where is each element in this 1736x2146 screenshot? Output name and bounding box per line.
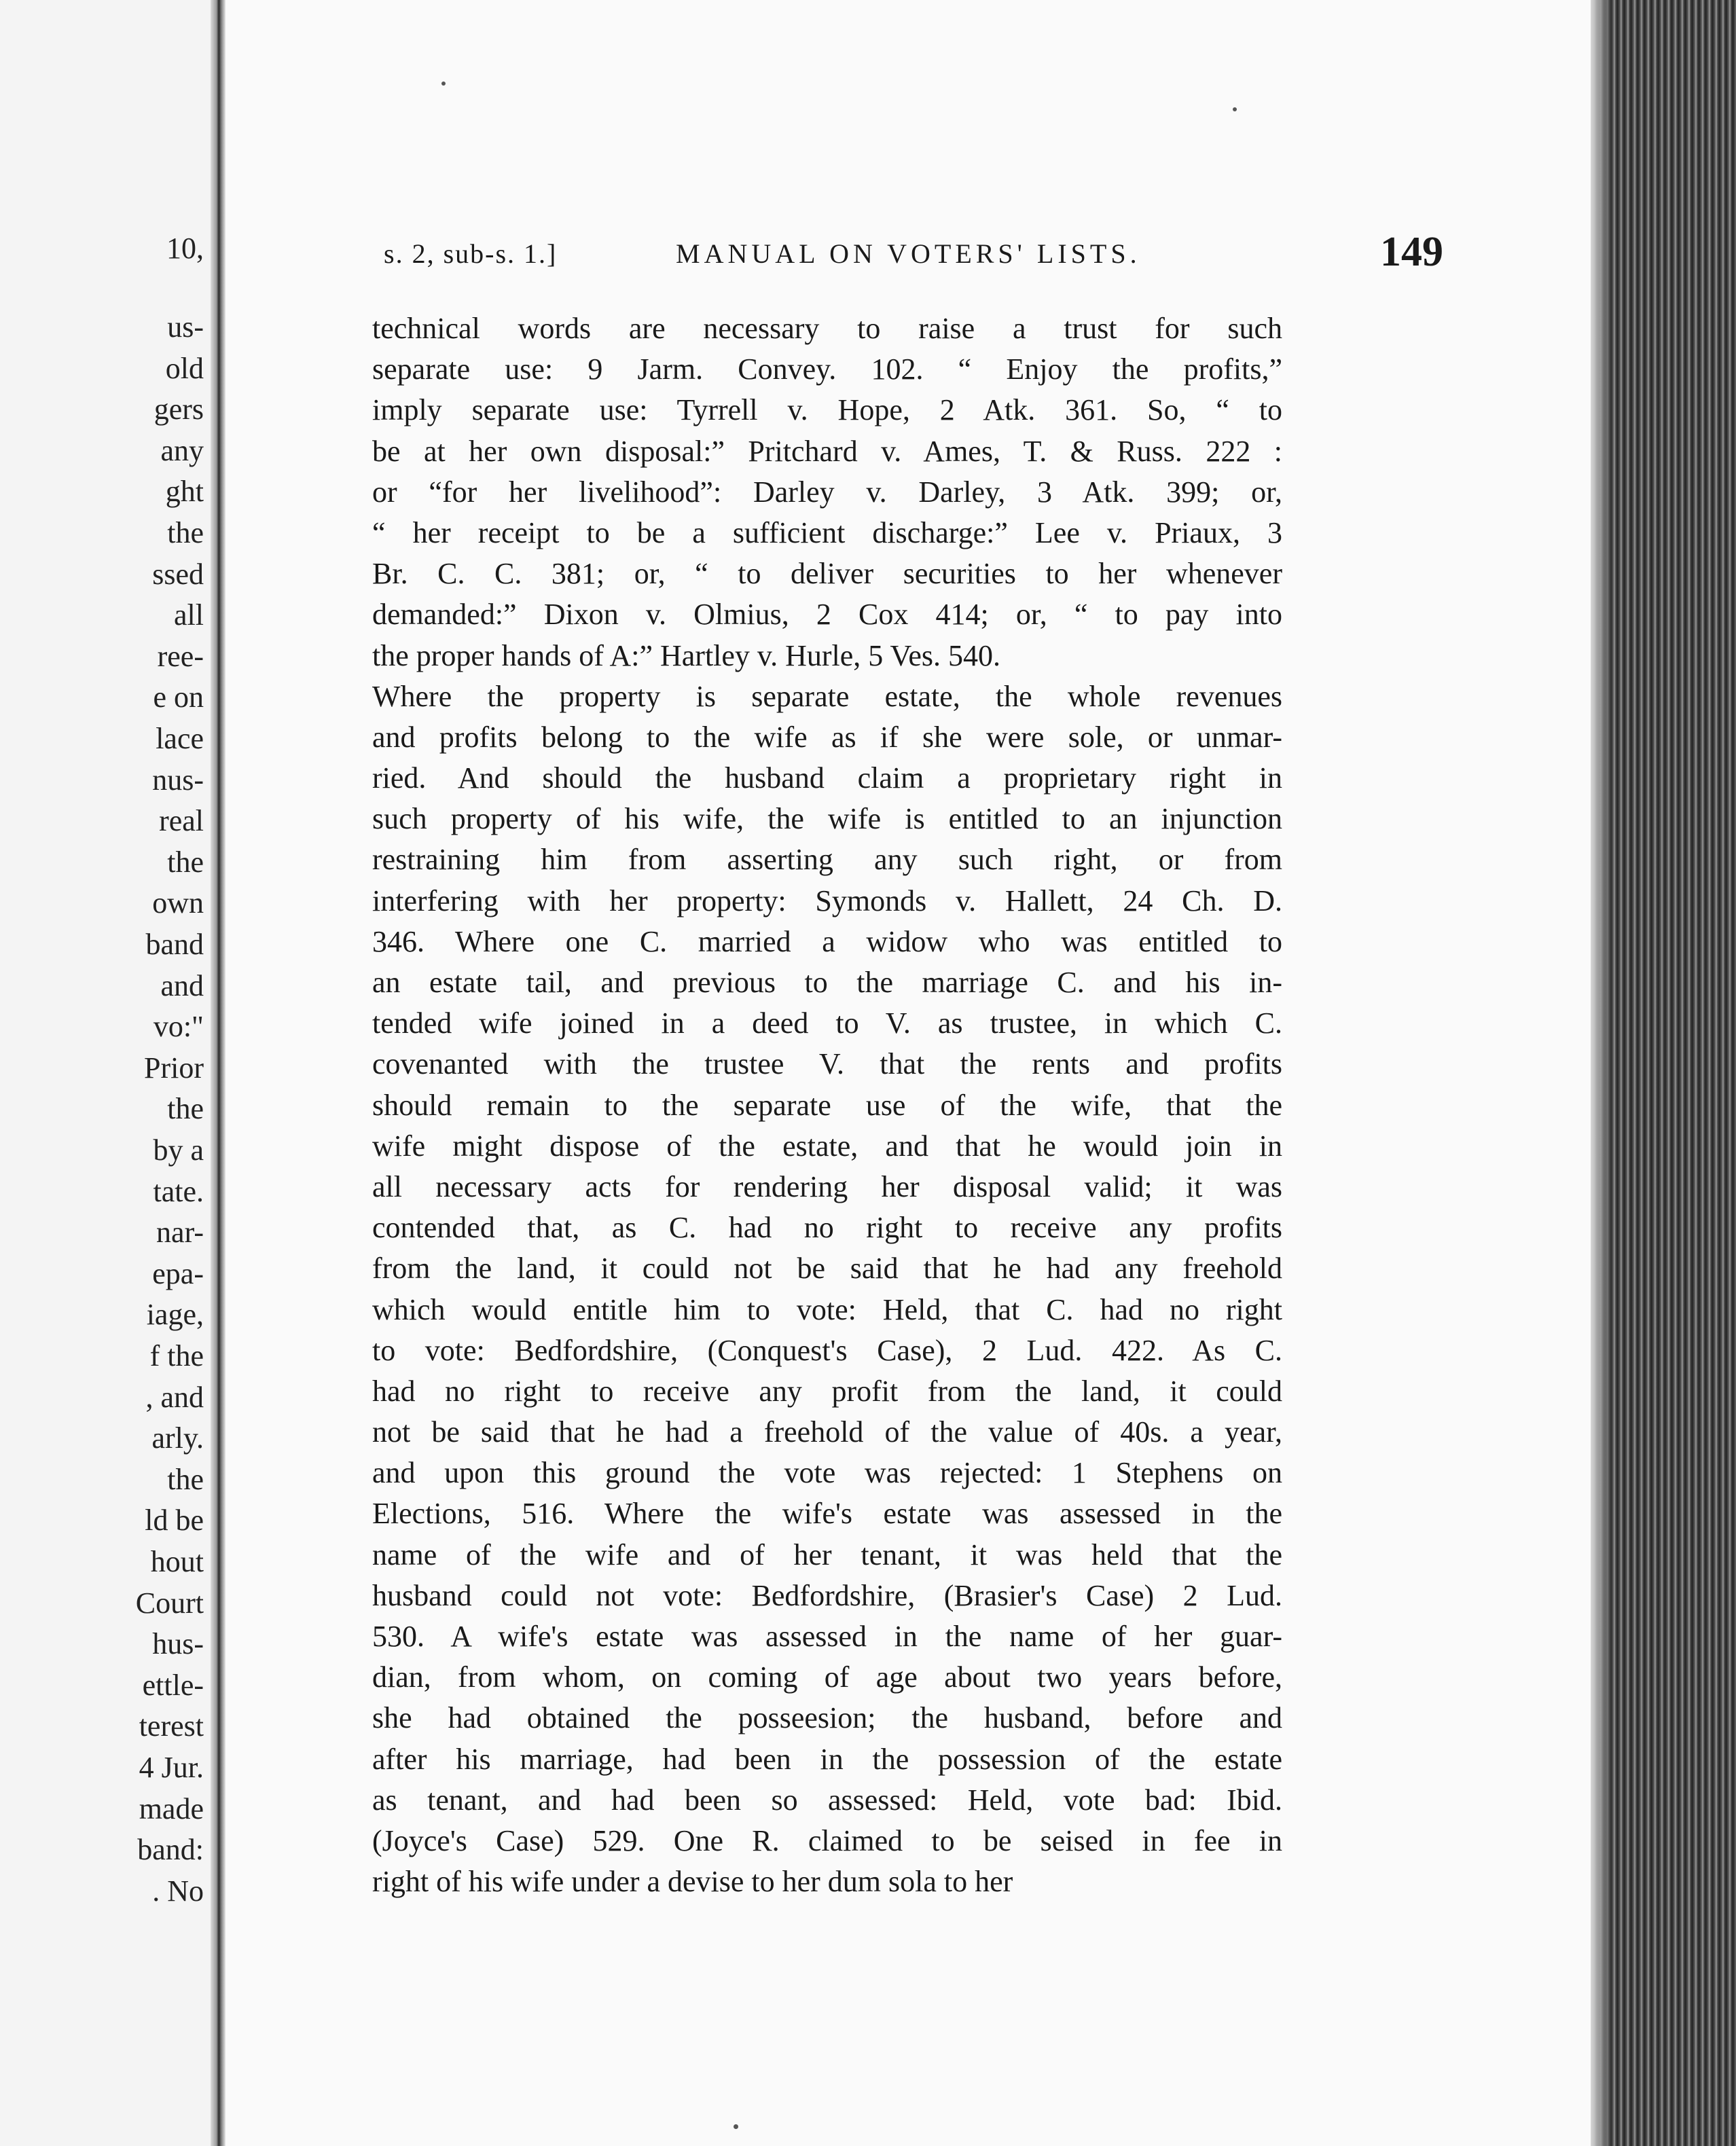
text-line: 530. A wife's estate was assessed in the name of her guar- [372,1620,1282,1653]
page-edges [1591,0,1736,2146]
text-line: after his marriage, had been in the possession of the estate [372,1742,1282,1776]
facing-page-line: by a [153,1133,204,1167]
facing-page-line: . No [152,1874,204,1908]
facing-page-line: ld be [145,1504,204,1538]
text-line: technical words are necessary to raise a trust for such [372,312,1282,345]
facing-page [0,0,211,2146]
page-edge-shadow [1591,0,1611,2146]
running-header [384,228,1443,289]
facing-page-line: f the [149,1339,204,1372]
text-line: which would entitle him to vote: Held, that C. had no right [372,1292,1282,1326]
facing-page-line: and [160,968,204,1002]
facing-page-line: the [167,1462,204,1496]
facing-page-line: vo:" [153,1010,204,1044]
facing-page-line: 10, [166,232,204,265]
text-line: Br. C. C. 381; or, “ to deliver securities to her whenever [372,557,1282,591]
facing-page-line: e on [153,680,204,714]
text-line: should remain to the separate use of the wife, that the [372,1088,1282,1122]
running-title: MANUAL ON VOTERS' LISTS. [676,238,1141,269]
text-line: Elections, 516. Where the wife's estate was assessed in the [372,1497,1282,1531]
text-line: from the land, it could not be said that he had any freehold [372,1252,1282,1286]
text-line: wife might dispose of the estate, and that he would join in [372,1129,1282,1163]
facing-page-line: ree- [157,639,204,673]
text-line: 346. Where one C. married a widow who was entitled to [372,924,1282,958]
facing-page-line: ght [165,475,204,509]
facing-page-line: Court [135,1586,204,1620]
facing-page-line: nar- [156,1216,204,1250]
facing-page-line: , and [145,1380,204,1414]
speck [441,81,446,86]
text-line: an estate tail, and previous to the marriage C. and his in- [372,966,1282,999]
text-line: covenanted with the trustee V. that the rents and profits [372,1047,1282,1081]
body-text [372,308,1282,1902]
text-line: demanded:” Dixon v. Olmius, 2 Cox 414; or, “ to pay into [372,598,1282,632]
page-number: 149 [1380,229,1443,275]
facing-page-line: the [167,1092,204,1126]
facing-page-line: band [145,928,204,961]
text-line: contended that, as C. had no right to receive any profits [372,1211,1282,1245]
section-reference: s. 2, sub-s. 1.] [384,238,558,269]
facing-page-line: lace [156,722,204,755]
facing-page-line: old [165,351,204,385]
facing-page-line: made [139,1792,204,1825]
text-line: had no right to receive any profit from the land, it could [372,1374,1282,1408]
facing-page-line: iage, [146,1298,204,1332]
facing-page-line: all [174,598,204,632]
text-line: such property of his wife, the wife is entitled to an injunction [372,802,1282,836]
book-gutter [211,0,225,2146]
speck [1233,107,1237,111]
facing-page-line: band: [137,1833,204,1867]
facing-page-line: 4 Jur. [139,1751,204,1784]
text-line: name of the wife and of her tenant, it was held that the [372,1538,1282,1571]
text-line: restraining him from asserting any such right, or from [372,843,1282,877]
text-line: she had obtained the posseesion; the husband, before and [372,1701,1282,1735]
facing-page-line: hus- [152,1627,204,1661]
speck [734,2124,738,2129]
text-line: interfering with her property: Symonds v. Hallett, 24 Ch. D. [372,884,1282,917]
text-line: right of his wife under a devise to her dum sola to her [372,1865,1013,1899]
text-line: the proper hands of A:” Hartley v. Hurle, 5 Ves. 540. [372,638,1001,672]
text-line: as tenant, and had been so assessed: Held, vote bad: Ibid. [372,1783,1282,1817]
facing-page-line: any [160,433,204,467]
text-line: (Joyce's Case) 529. One R. claimed to be seised in fee in [372,1823,1282,1857]
text-line: or “for her livelihood”: Darley v. Darley, 3 Atk. 399; or, [372,475,1282,509]
text-line: ried. And should the husband claim a proprietary right in [372,761,1282,795]
text-line: husband could not vote: Bedfordshire, (Brasier's Case) 2 Lud. [372,1578,1282,1612]
facing-page-line: ettle- [142,1668,204,1702]
facing-page-line: real [159,804,204,838]
text-line: and profits belong to the wife as if she were sole, or unmar- [372,720,1282,754]
text-line: and upon this ground the vote was rejected: 1 Stephens on [372,1456,1282,1490]
text-line: all necessary acts for rendering her disposal valid; it was [372,1169,1282,1203]
facing-page-line: the [167,516,204,549]
facing-page-line: own [152,886,204,920]
text-line: not be said that he had a freehold of the value of 40s. a year, [372,1415,1282,1449]
text-line: dian, from whom, on coming of age about two years before, [372,1660,1282,1694]
facing-page-line: hout [150,1545,204,1578]
text-line: tended wife joined in a deed to V. as trustee, in which C. [372,1006,1282,1040]
facing-page-line: Prior [144,1051,204,1085]
text-line: “ her receipt to be a sufficient discharge:” Lee v. Priaux, 3 [372,515,1282,549]
facing-page-line: ssed [152,557,204,591]
text-line: be at her own disposal:” Pritchard v. Ames, T. & Russ. 222 : [372,434,1282,468]
facing-page-line: us- [167,310,204,344]
text-line: separate use: 9 Jarm. Convey. 102. “ Enjoy the profits,” [372,352,1282,386]
facing-page-line: nus- [152,763,204,797]
facing-page-line: tate. [153,1174,204,1208]
facing-page-line: gers [153,393,204,426]
text-line: imply separate use: Tyrrell v. Hope, 2 Atk. 361. So, “ to [372,393,1282,427]
text-line: to vote: Bedfordshire, (Conquest's Case), 2 Lud. 422. As C. [372,1333,1282,1367]
facing-page-line: terest [139,1709,204,1743]
facing-page-line: epa- [152,1256,204,1290]
facing-page-line: the [167,845,204,879]
facing-page-line: arly. [151,1421,204,1455]
text-line: Where the property is separate estate, the whole revenues [372,679,1282,713]
